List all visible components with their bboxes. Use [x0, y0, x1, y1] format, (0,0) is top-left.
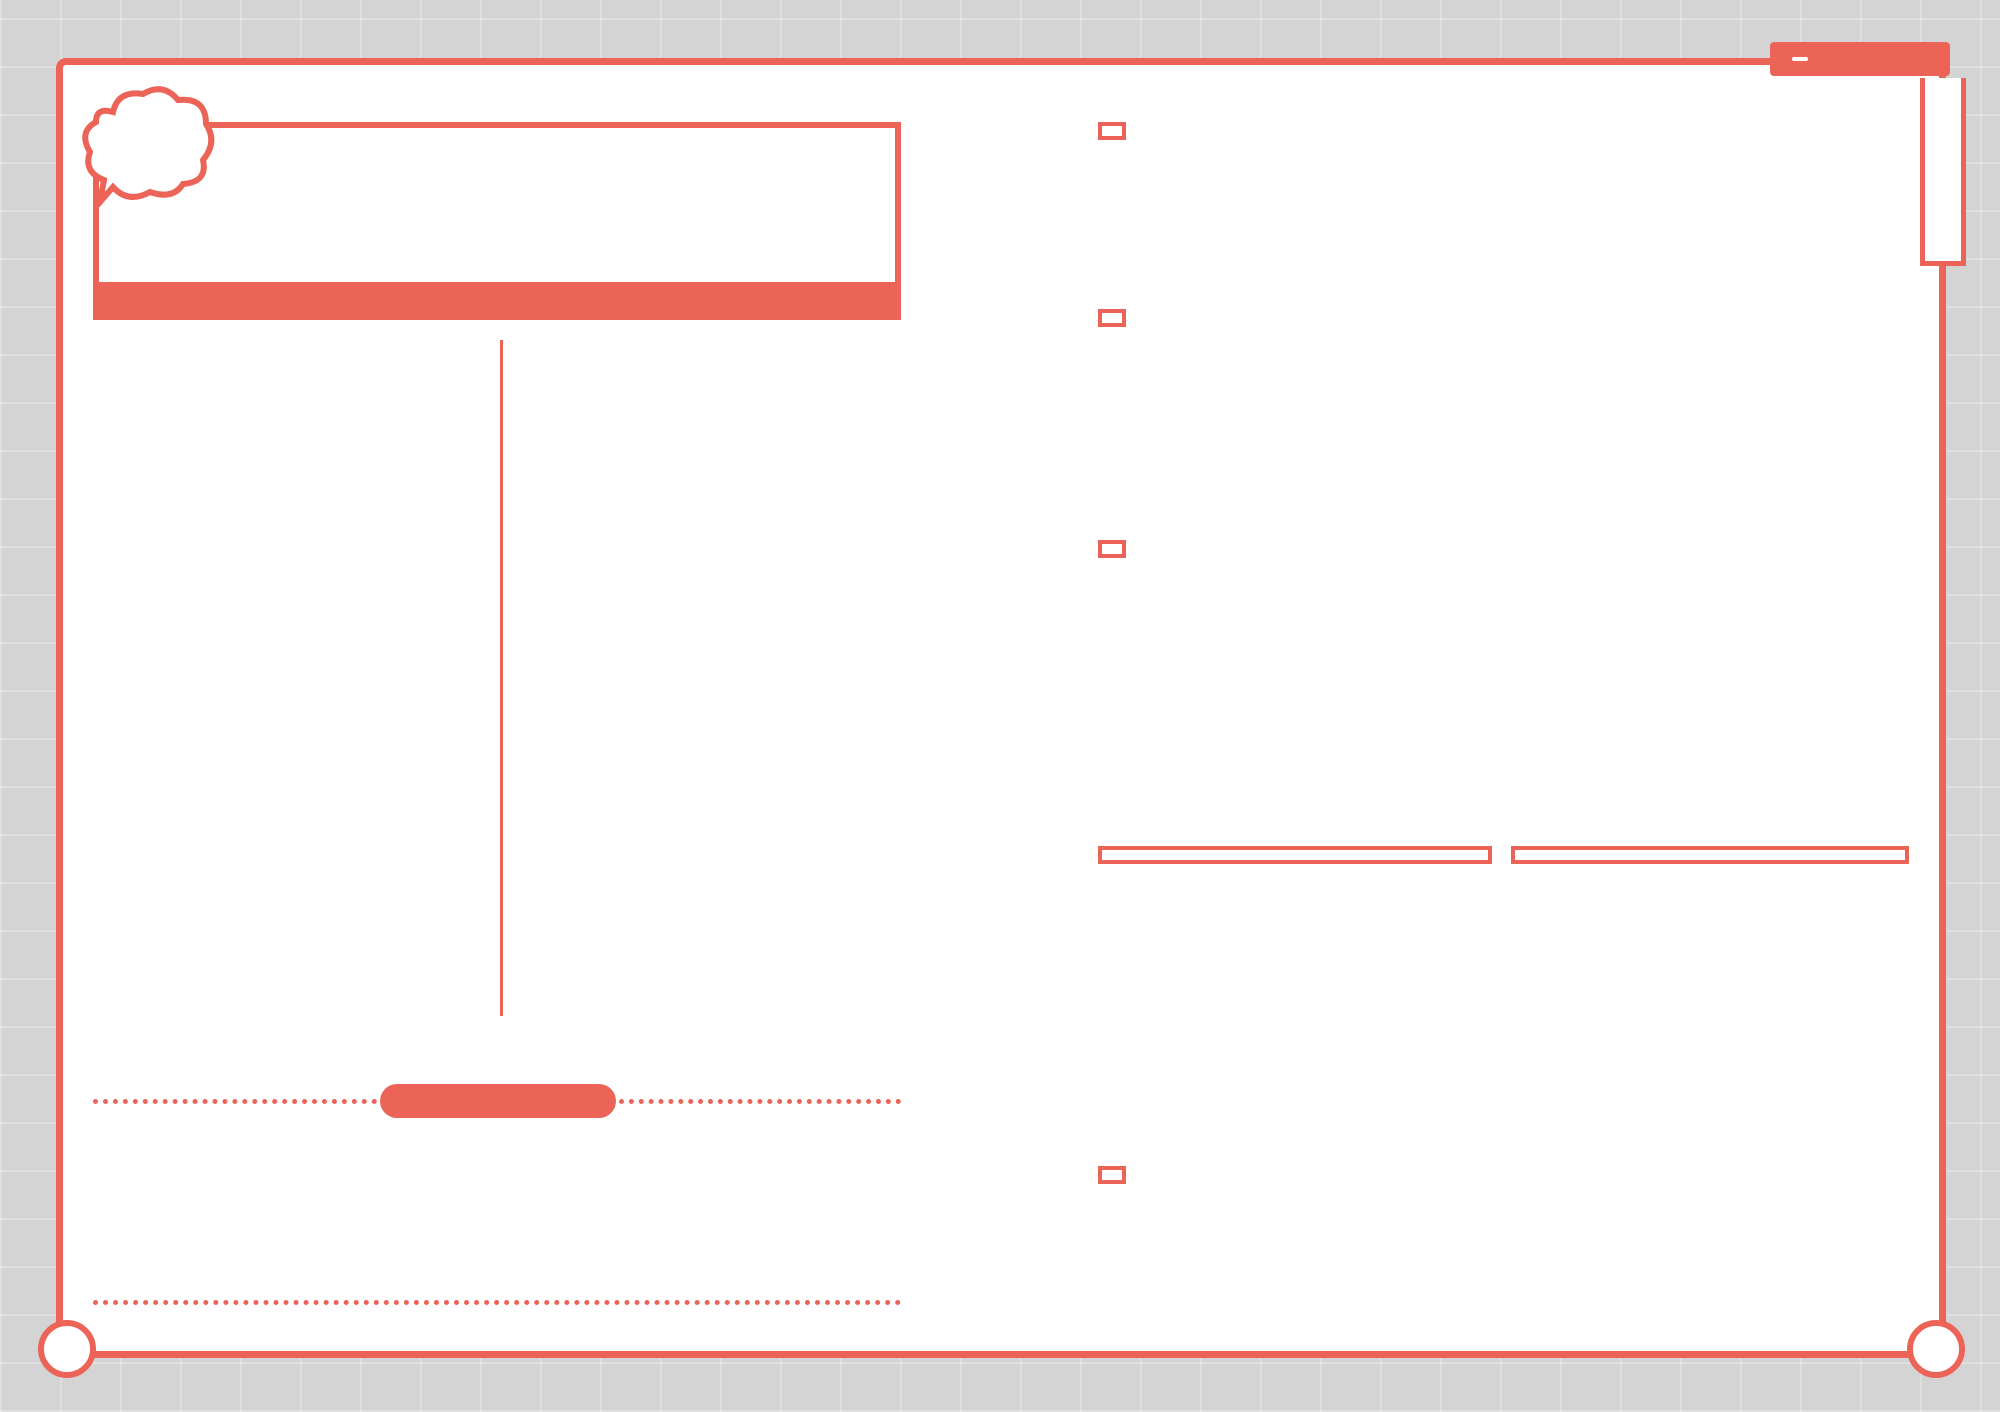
section-heading-5: [1511, 846, 1909, 864]
vertical-title-box: [1920, 78, 1966, 266]
page-number-right: [1907, 1320, 1965, 1378]
page-number-left: [38, 1320, 96, 1378]
column-separator: [500, 340, 503, 1016]
section-heading-1: [1098, 122, 1126, 140]
dotted-line: [93, 1300, 901, 1305]
section-heading-4: [1098, 846, 1492, 864]
dotted-line: [619, 1099, 901, 1104]
section-heading-3: [1098, 540, 1126, 558]
dotted-line: [93, 1099, 377, 1104]
chapter-tab: [1770, 42, 1950, 76]
lesson-tag: [1792, 57, 1808, 61]
section-heading-2: [1098, 309, 1126, 327]
lesson-badge: [78, 82, 218, 207]
section-heading-6: [1098, 1166, 1126, 1184]
title-bar: [93, 282, 901, 320]
cloud-icon: [78, 82, 218, 207]
okite-badge: [380, 1084, 616, 1118]
